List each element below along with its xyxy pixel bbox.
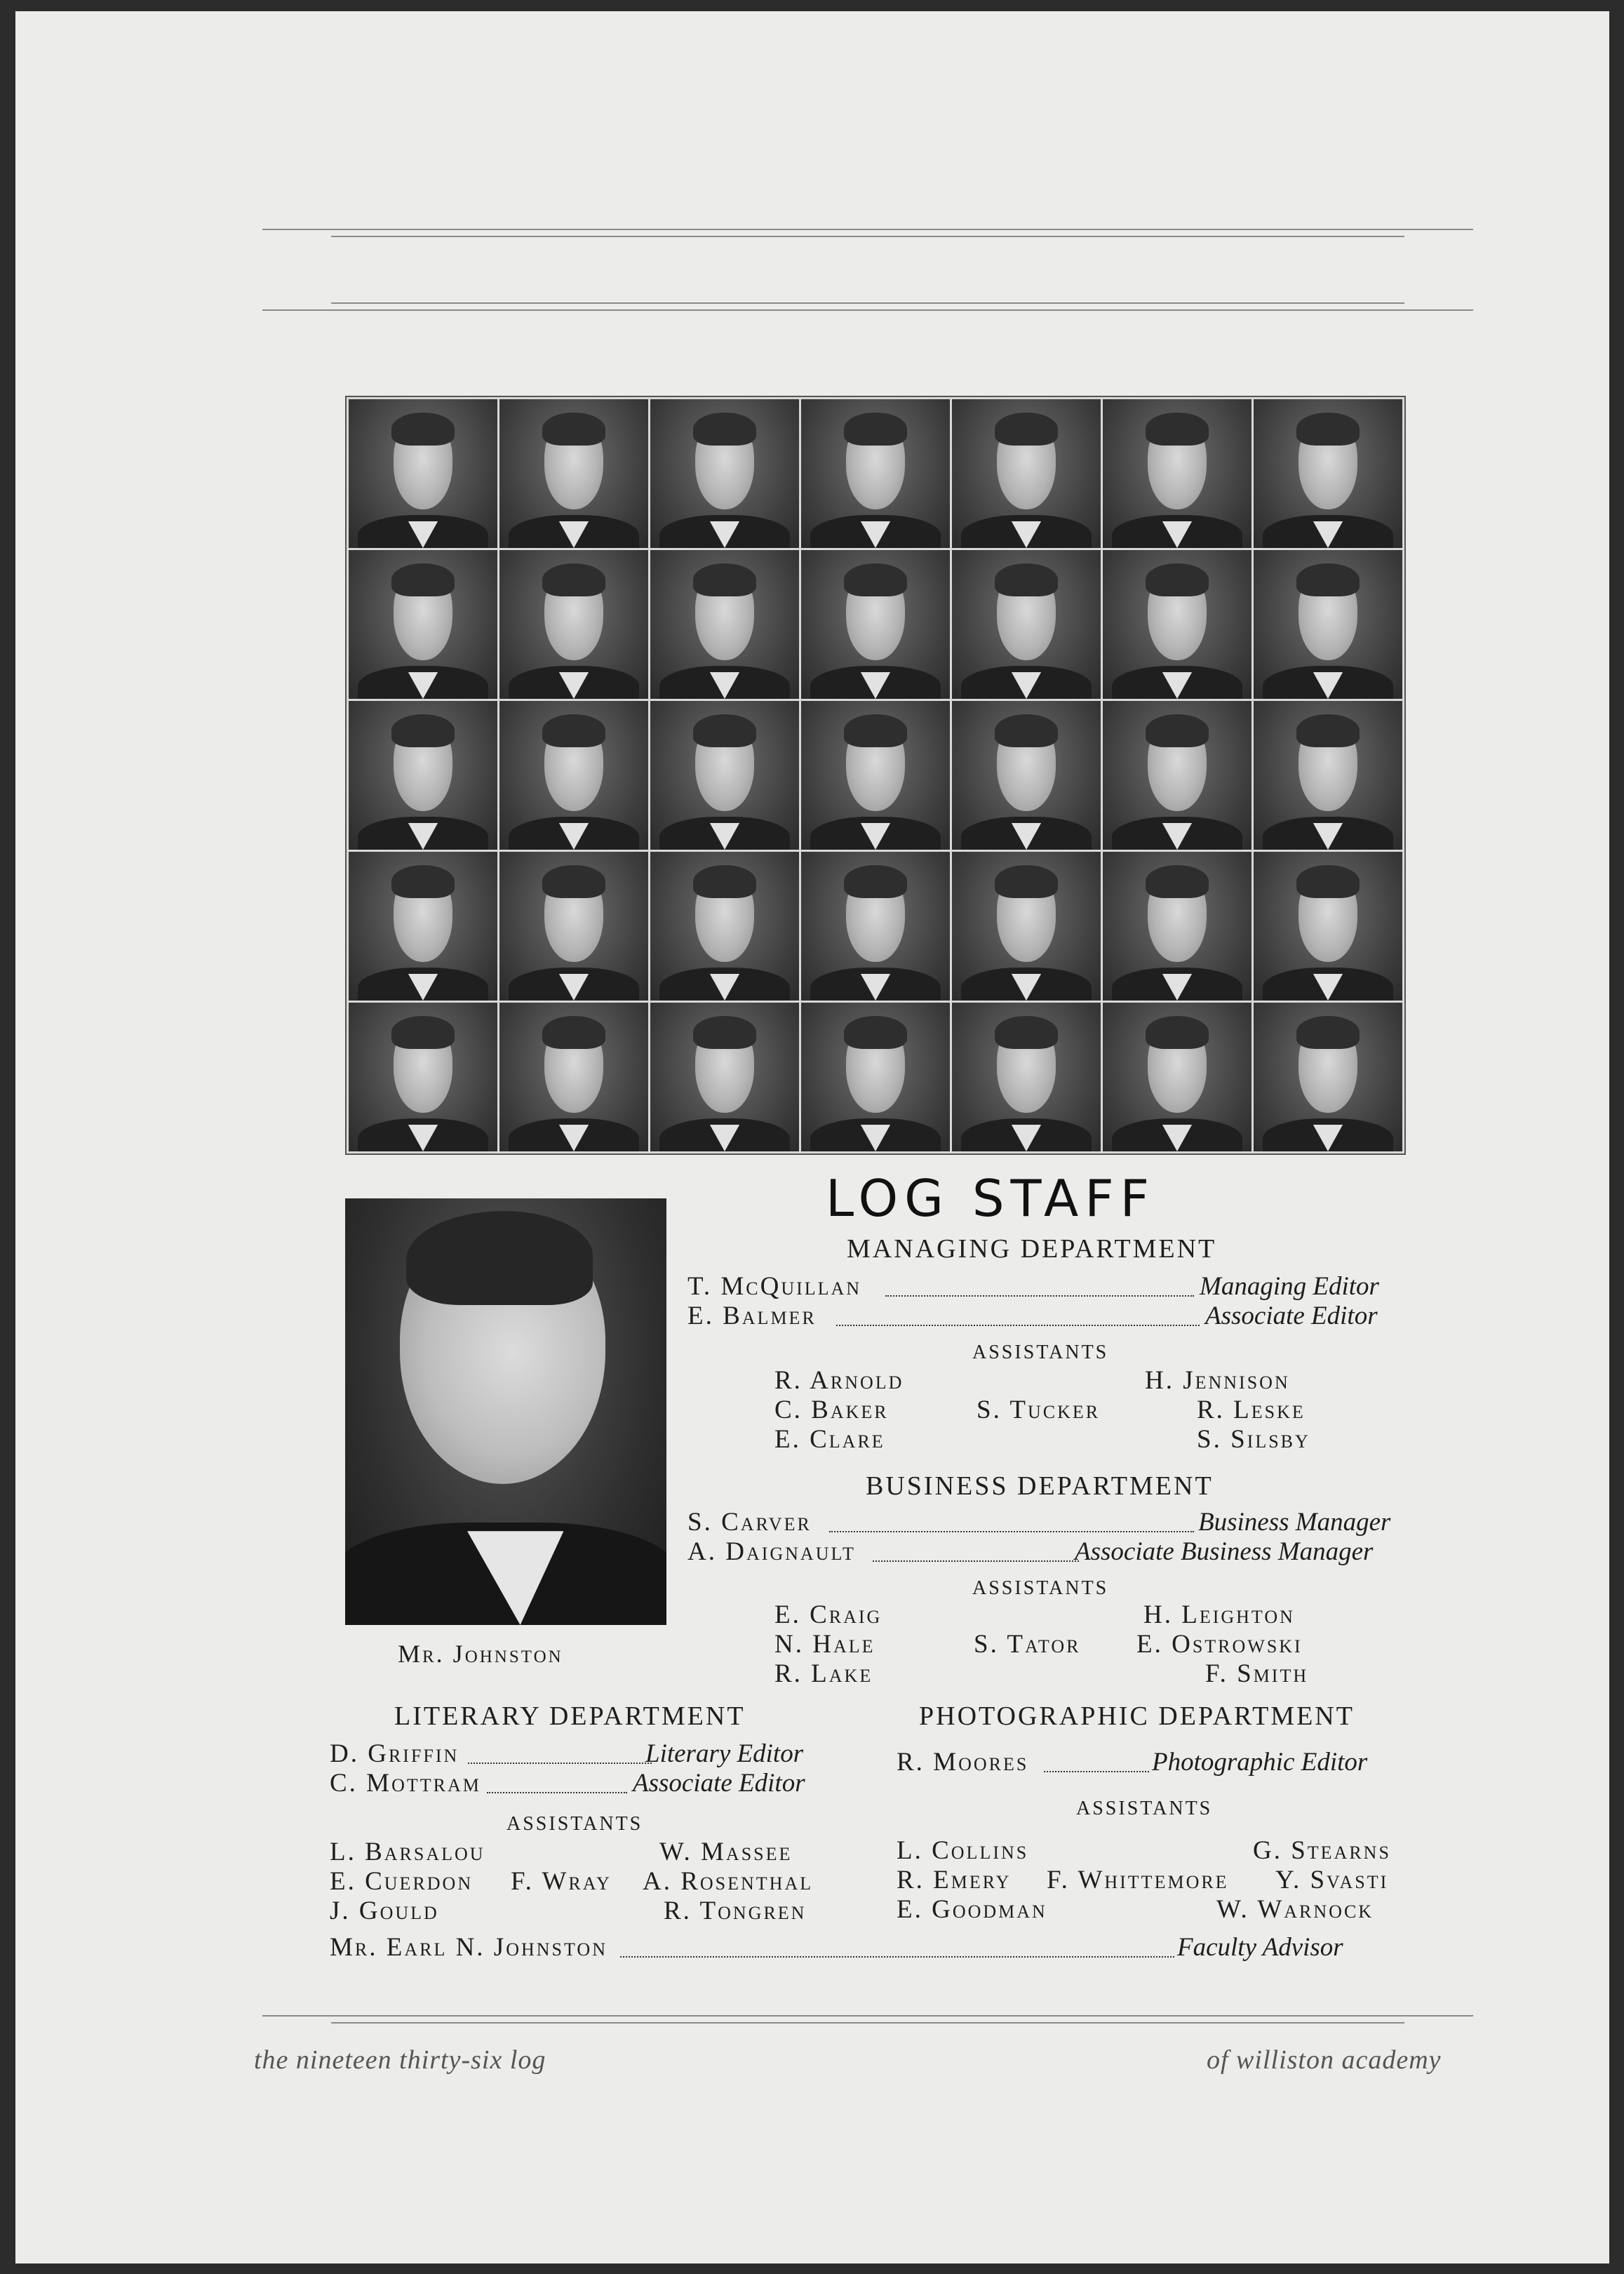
- staff-portrait-photo: [1103, 399, 1251, 548]
- literary-officer-1-role: Literary Editor: [645, 1739, 804, 1768]
- managing-officer-1-name: T. McQuillan: [687, 1272, 862, 1301]
- leader: [873, 1560, 1079, 1562]
- staff-portrait-photo: [499, 399, 648, 548]
- literary-assistant: L. Barsalou: [330, 1838, 485, 1866]
- staff-portrait-photo: [499, 1003, 648, 1151]
- literary-assistant: J. Gould: [330, 1897, 439, 1925]
- managing-heading: MANAGING DEPARTMENT: [847, 1234, 1217, 1264]
- page-title: LOG STAFF: [825, 1169, 1156, 1228]
- business-heading: BUSINESS DEPARTMENT: [866, 1471, 1214, 1501]
- managing-assistant: R. Leske: [1197, 1396, 1306, 1424]
- leader: [468, 1763, 652, 1764]
- business-officer-1-role: Business Manager: [1198, 1508, 1391, 1537]
- leader: [885, 1295, 1194, 1297]
- managing-officer-1-role: Managing Editor: [1200, 1272, 1379, 1301]
- staff-portrait-photo: [801, 852, 950, 1001]
- staff-portrait-photo: [349, 701, 497, 850]
- literary-assistant: W. Massee: [659, 1838, 793, 1866]
- staff-portrait-photo: [1103, 1003, 1251, 1151]
- staff-portrait-photo: [952, 1003, 1101, 1151]
- photographic-assistants-label: ASSISTANTS: [1076, 1798, 1213, 1819]
- staff-portrait-photo: [801, 1003, 950, 1151]
- staff-portrait-photo: [1254, 399, 1402, 548]
- literary-assistant: R. Tongren: [664, 1897, 807, 1925]
- bottom-rule-2: [331, 2022, 1404, 2024]
- business-officer-2-name: A. Daignault: [687, 1537, 856, 1566]
- managing-assistant: S. Silsby: [1197, 1425, 1310, 1454]
- business-assistant: E. Ostrowski: [1136, 1630, 1303, 1659]
- staff-portrait-photo: [650, 701, 799, 850]
- photographic-officer-1-name: R. Moores: [897, 1748, 1029, 1777]
- photographic-officer-1-role: Photographic Editor: [1152, 1748, 1368, 1777]
- photographic-assistant: F. Whittemore: [1047, 1866, 1229, 1894]
- staff-photo-grid: [345, 396, 1406, 1155]
- staff-portrait-photo: [499, 852, 648, 1001]
- yearbook-page: [15, 11, 1609, 2263]
- business-officer-1-name: S. Carver: [687, 1508, 812, 1537]
- staff-portrait-photo: [349, 852, 497, 1001]
- managing-assistant: R. Arnold: [774, 1366, 904, 1395]
- staff-portrait-photo: [349, 1003, 497, 1151]
- top-rule-4: [262, 309, 1473, 311]
- top-rule-2: [331, 236, 1404, 237]
- advisor-portrait-photo: [345, 1198, 666, 1625]
- staff-portrait-photo: [801, 399, 950, 548]
- business-assistant: H. Leighton: [1143, 1600, 1295, 1629]
- photographic-assistant: L. Collins: [897, 1836, 1029, 1865]
- leader: [1044, 1771, 1149, 1772]
- bottom-rule-1: [262, 2015, 1473, 2016]
- staff-portrait-photo: [952, 399, 1101, 548]
- photographic-assistant: G. Stearns: [1253, 1836, 1391, 1865]
- managing-assistants-label: ASSISTANTS: [972, 1342, 1109, 1363]
- photographic-heading: PHOTOGRAPHIC DEPARTMENT: [919, 1701, 1355, 1731]
- managing-officer-2-role: Associate Editor: [1205, 1302, 1378, 1330]
- managing-assistant: E. Clare: [774, 1425, 885, 1454]
- managing-assistant: C. Baker: [774, 1396, 889, 1424]
- top-rule-1: [262, 229, 1473, 230]
- literary-officer-2-name: C. Mottram: [330, 1769, 481, 1798]
- footer-left: the nineteen thirty-six log: [254, 2045, 546, 2075]
- staff-portrait-photo: [1254, 701, 1402, 850]
- top-rule-3: [331, 302, 1404, 304]
- staff-portrait-photo: [952, 701, 1101, 850]
- staff-portrait-photo: [349, 399, 497, 548]
- advisor-name: Mr. Earl N. Johnston: [330, 1933, 608, 1962]
- managing-assistant: S. Tucker: [977, 1396, 1101, 1424]
- staff-portrait-photo: [952, 852, 1101, 1001]
- leader: [829, 1531, 1194, 1532]
- literary-officer-1-name: D. Griffin: [330, 1739, 459, 1768]
- literary-officer-2-role: Associate Editor: [633, 1769, 805, 1798]
- business-assistant: S. Tator: [974, 1630, 1081, 1659]
- business-officer-2-role: Associate Business Manager: [1075, 1537, 1374, 1566]
- leader: [620, 1956, 1174, 1958]
- staff-portrait-photo: [349, 550, 497, 699]
- literary-assistant: E. Cuerdon: [330, 1867, 474, 1896]
- literary-assistant: A. Rosenthal: [643, 1867, 814, 1896]
- leader: [836, 1325, 1200, 1326]
- staff-portrait-photo: [650, 852, 799, 1001]
- staff-portrait-photo: [650, 1003, 799, 1151]
- staff-portrait-photo: [499, 550, 648, 699]
- literary-assistants-label: ASSISTANTS: [506, 1813, 643, 1835]
- photographic-assistant: Y. Svasti: [1275, 1866, 1389, 1894]
- staff-portrait-photo: [801, 701, 950, 850]
- staff-portrait-photo: [1254, 852, 1402, 1001]
- business-assistant: N. Hale: [774, 1630, 875, 1659]
- literary-heading: LITERARY DEPARTMENT: [394, 1701, 746, 1731]
- photographic-assistant: R. Emery: [897, 1866, 1012, 1894]
- managing-assistant: H. Jennison: [1145, 1366, 1290, 1395]
- business-assistant: R. Lake: [774, 1659, 873, 1688]
- staff-portrait-photo: [499, 701, 648, 850]
- staff-portrait-photo: [1103, 550, 1251, 699]
- business-assistants-label: ASSISTANTS: [972, 1577, 1109, 1599]
- staff-portrait-photo: [650, 550, 799, 699]
- footer-right: of williston academy: [1207, 2045, 1442, 2075]
- staff-portrait-photo: [650, 399, 799, 548]
- staff-portrait-photo: [1103, 701, 1251, 850]
- staff-portrait-photo: [801, 550, 950, 699]
- literary-assistant: F. Wray: [511, 1867, 612, 1896]
- portrait-caption: Mr. Johnston: [398, 1640, 563, 1668]
- managing-officer-2-name: E. Balmer: [687, 1302, 817, 1330]
- staff-portrait-photo: [1103, 852, 1251, 1001]
- business-assistant: E. Craig: [774, 1600, 883, 1629]
- photographic-assistant: E. Goodman: [897, 1895, 1047, 1924]
- advisor-role: Faculty Advisor: [1177, 1933, 1343, 1962]
- staff-portrait-photo: [1254, 550, 1402, 699]
- leader: [487, 1792, 627, 1793]
- staff-portrait-photo: [1254, 1003, 1402, 1151]
- business-assistant: F. Smith: [1205, 1659, 1309, 1688]
- photographic-assistant: W. Warnock: [1216, 1895, 1374, 1924]
- staff-portrait-photo: [952, 550, 1101, 699]
